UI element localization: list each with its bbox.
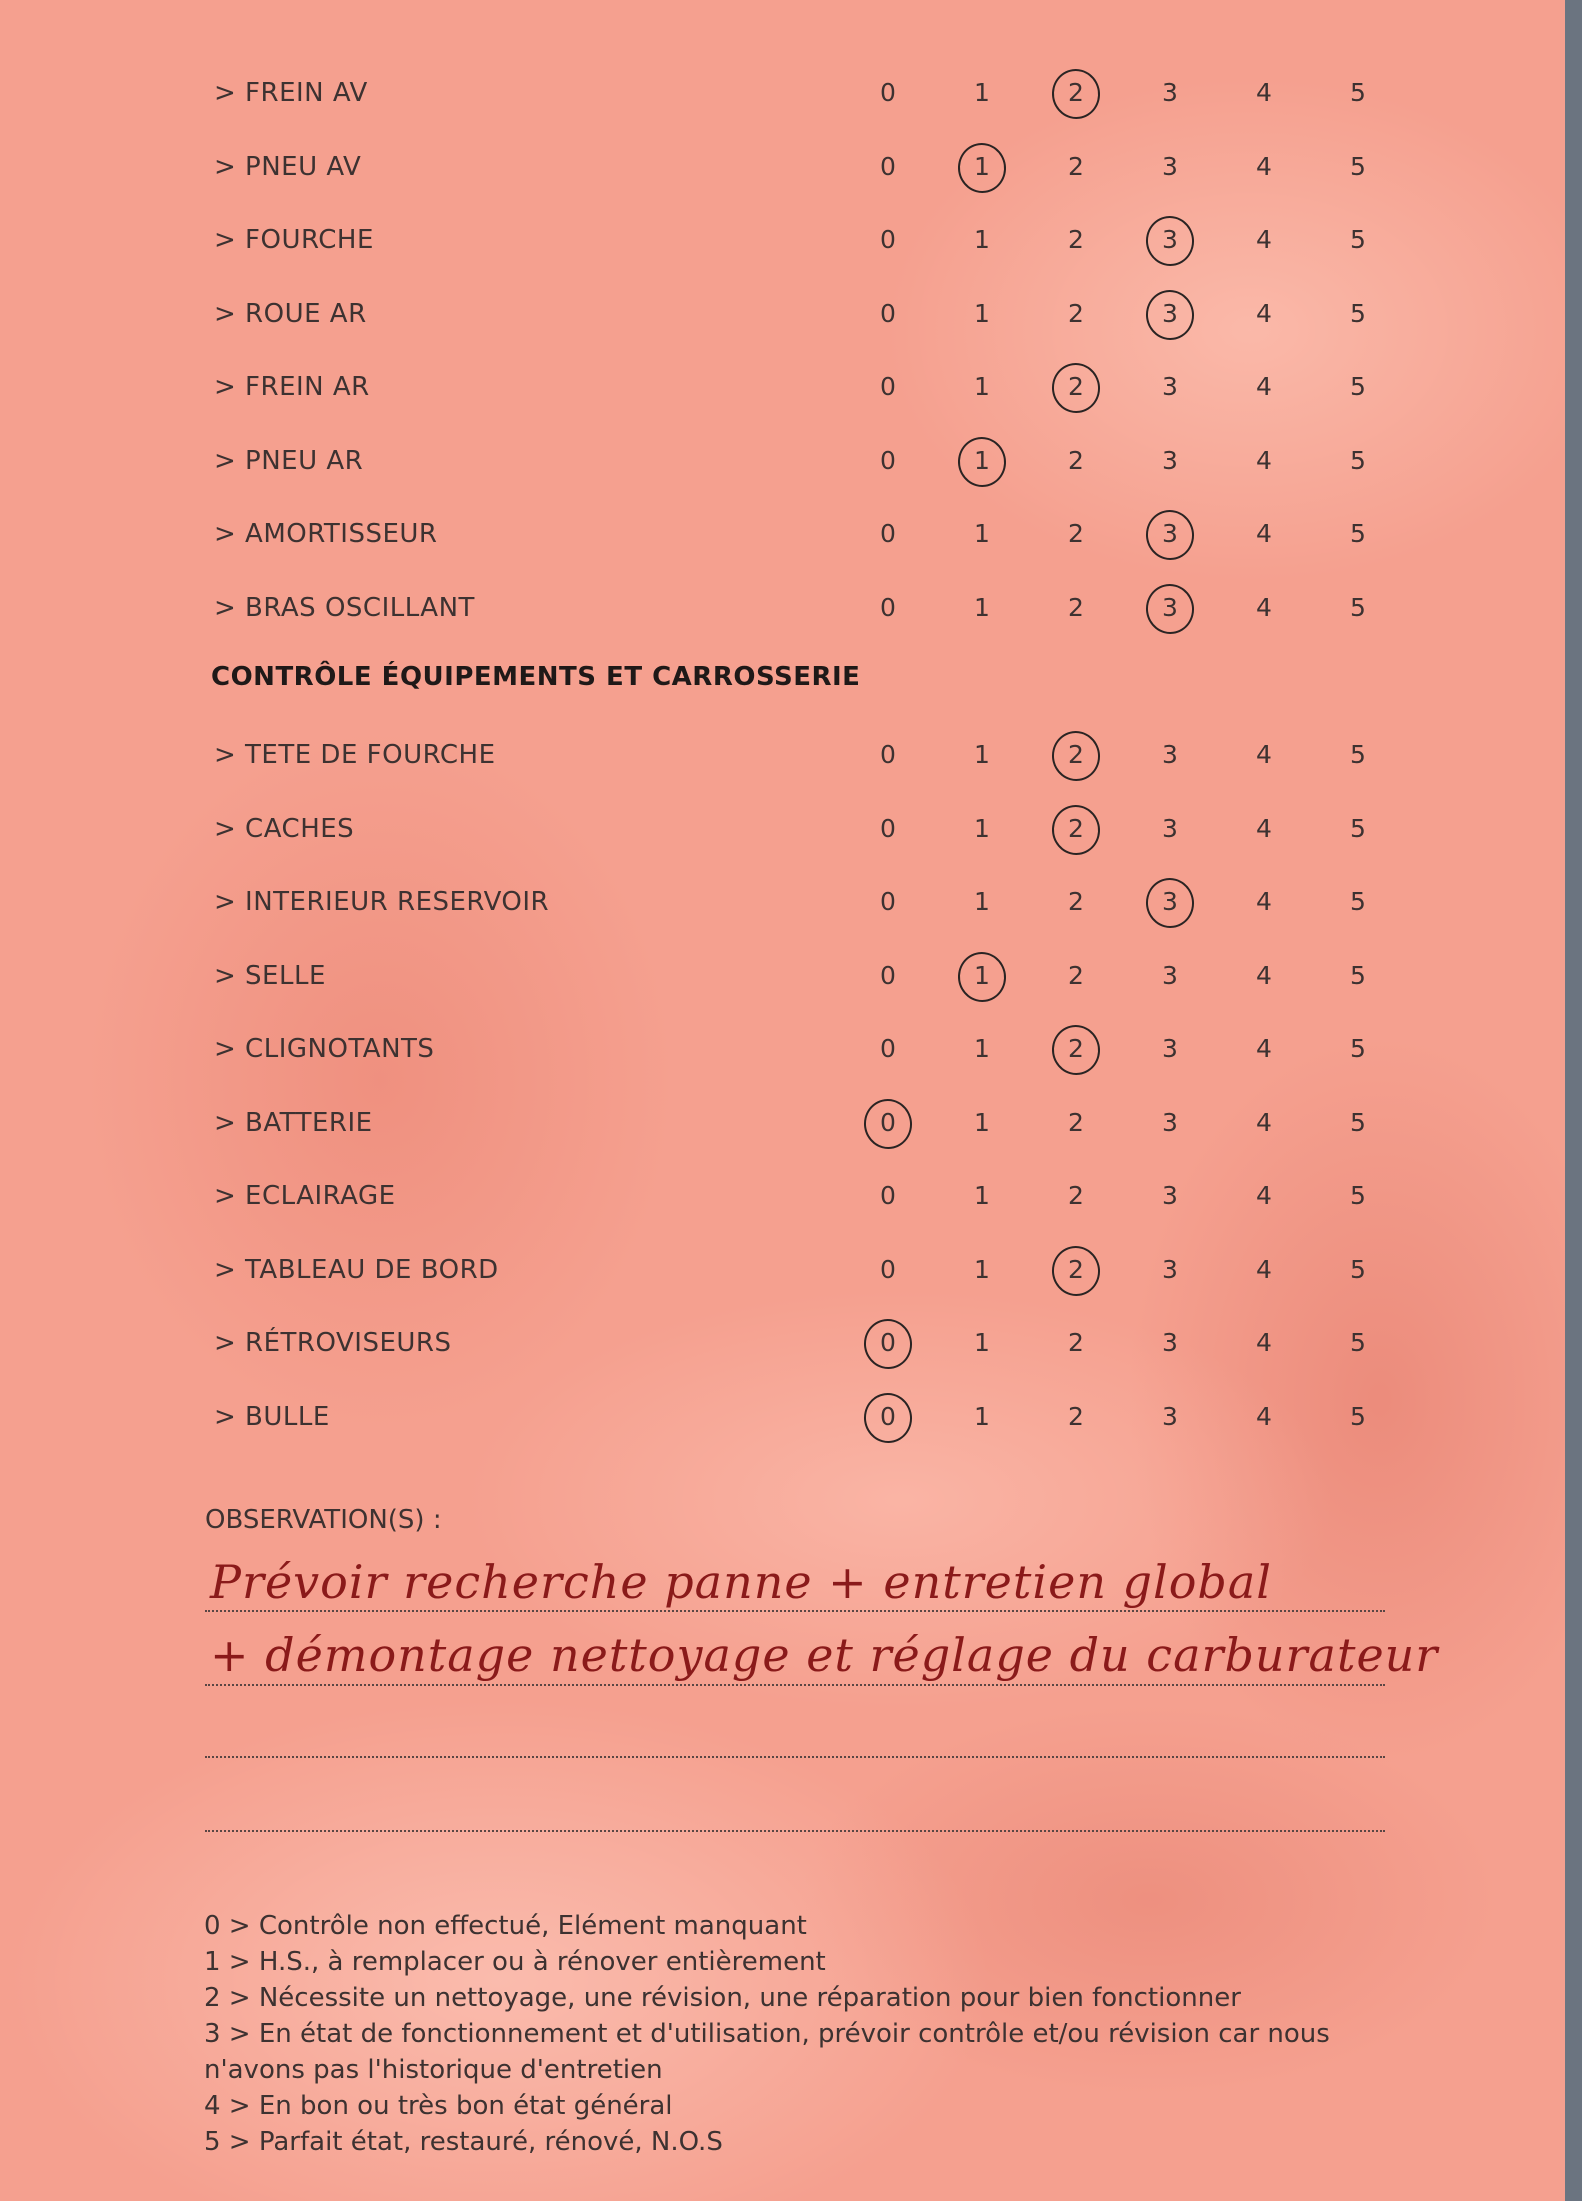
- score-option[interactable]: 4: [1256, 1034, 1272, 1063]
- row-label: > ECLAIRAGE: [214, 1181, 396, 1211]
- observation-line: [205, 1610, 1385, 1612]
- rating-row: [0, 883, 1400, 923]
- score-option[interactable]: 5: [1350, 1254, 1366, 1284]
- rating-row: [0, 1398, 1400, 1438]
- score-option[interactable]: 2: [1068, 592, 1084, 622]
- score-option[interactable]: 3: [1162, 1181, 1178, 1210]
- score-option-selected[interactable]: 0: [868, 1402, 908, 1431]
- score-option[interactable]: 5: [1350, 1328, 1366, 1357]
- score-option[interactable]: 3: [1162, 960, 1178, 990]
- score-option[interactable]: 5: [1350, 1181, 1366, 1210]
- row-label: > BATTERIE: [214, 1107, 373, 1138]
- score-option[interactable]: 3: [1162, 1107, 1178, 1137]
- score-option[interactable]: 2: [1068, 1401, 1084, 1431]
- score-option[interactable]: 4: [1256, 372, 1272, 401]
- score-option-selected[interactable]: 3: [1150, 593, 1190, 622]
- score-option[interactable]: 0: [880, 225, 896, 254]
- score-option[interactable]: 2: [1068, 1107, 1084, 1137]
- observation-handwriting-line: + démontage nettoyage et réglage du carburateur: [210, 1628, 1439, 1682]
- legend-line: 2 > Nécessite un nettoyage, une révision, une réparation pour bien fonctionner: [204, 1983, 1241, 2013]
- score-option[interactable]: 2: [1068, 445, 1084, 475]
- rating-row: [0, 368, 1400, 408]
- row-label: > FOURCHE: [214, 225, 374, 255]
- score-option[interactable]: 1: [974, 1181, 990, 1210]
- score-option[interactable]: 1: [974, 298, 990, 328]
- score-option[interactable]: 1: [974, 1107, 990, 1137]
- score-option-selected[interactable]: 1: [962, 961, 1002, 990]
- legend-line: 4 > En bon ou très bon état général: [204, 2091, 673, 2121]
- rating-row: [0, 589, 1400, 629]
- row-label: > PNEU AR: [214, 445, 364, 476]
- row-label: > INTERIEUR RESERVOIR: [214, 887, 550, 917]
- score-option[interactable]: 4: [1256, 1107, 1272, 1137]
- score-option[interactable]: 0: [880, 519, 896, 548]
- score-option[interactable]: 1: [974, 1034, 990, 1063]
- score-option[interactable]: 5: [1350, 372, 1366, 401]
- score-option[interactable]: 2: [1068, 960, 1084, 990]
- rating-row: [0, 295, 1400, 335]
- rating-row: [0, 1030, 1400, 1070]
- rating-legend: [204, 1908, 1404, 2160]
- score-option[interactable]: 3: [1162, 813, 1178, 843]
- score-option[interactable]: 3: [1162, 1034, 1178, 1063]
- rating-row: [0, 736, 1400, 776]
- score-option[interactable]: 5: [1350, 740, 1366, 769]
- score-option[interactable]: 5: [1350, 298, 1366, 328]
- score-option[interactable]: 0: [880, 1034, 896, 1063]
- score-option-selected[interactable]: 3: [1150, 519, 1190, 548]
- score-option[interactable]: 0: [880, 372, 896, 401]
- legend-line: 0 > Contrôle non effectué, Elément manquant: [204, 1911, 807, 1941]
- score-option[interactable]: 1: [974, 1254, 990, 1284]
- row-label: > RÉTROVISEURS: [214, 1328, 452, 1358]
- score-option[interactable]: 3: [1162, 1401, 1178, 1431]
- score-option[interactable]: 4: [1256, 1328, 1272, 1357]
- rating-row: [0, 957, 1400, 997]
- score-option[interactable]: 4: [1256, 1254, 1272, 1284]
- rating-row: [0, 1177, 1400, 1217]
- score-option-selected[interactable]: 2: [1056, 1034, 1096, 1063]
- score-option[interactable]: 5: [1350, 960, 1366, 990]
- score-option[interactable]: 1: [974, 519, 990, 548]
- score-option[interactable]: 1: [974, 1401, 990, 1431]
- score-option[interactable]: 0: [880, 960, 896, 990]
- score-option[interactable]: 2: [1068, 151, 1084, 181]
- score-option[interactable]: 3: [1162, 1328, 1178, 1357]
- score-option[interactable]: 4: [1256, 78, 1272, 107]
- score-option[interactable]: 0: [880, 887, 896, 916]
- score-option[interactable]: 5: [1350, 445, 1366, 475]
- score-option[interactable]: 2: [1068, 225, 1084, 254]
- legend-line: 5 > Parfait état, restauré, rénové, N.O.S: [204, 2127, 723, 2157]
- score-option[interactable]: 0: [880, 1254, 896, 1284]
- score-option[interactable]: 3: [1162, 740, 1178, 769]
- legend-line: 1 > H.S., à remplacer ou à rénover entièrement: [204, 1947, 826, 1977]
- score-option[interactable]: 1: [974, 740, 990, 769]
- score-option[interactable]: 2: [1068, 519, 1084, 548]
- score-option-selected[interactable]: 0: [868, 1328, 908, 1357]
- score-option[interactable]: 1: [974, 887, 990, 916]
- rating-row: [0, 515, 1400, 555]
- row-label: > CACHES: [214, 813, 355, 844]
- score-option[interactable]: 4: [1256, 1181, 1272, 1210]
- score-option-selected[interactable]: 1: [962, 152, 1002, 181]
- score-option[interactable]: 4: [1256, 813, 1272, 843]
- score-option[interactable]: 5: [1350, 78, 1366, 107]
- score-option[interactable]: 5: [1350, 519, 1366, 548]
- score-option[interactable]: 2: [1068, 887, 1084, 916]
- score-option[interactable]: 4: [1256, 445, 1272, 475]
- score-option[interactable]: 2: [1068, 1181, 1084, 1210]
- score-option[interactable]: 2: [1068, 1328, 1084, 1357]
- score-option-selected[interactable]: 3: [1150, 225, 1190, 254]
- score-option[interactable]: 3: [1162, 78, 1178, 107]
- score-option[interactable]: 4: [1256, 298, 1272, 328]
- rating-row: [0, 442, 1400, 482]
- row-label: > CLIGNOTANTS: [214, 1034, 435, 1064]
- score-option-selected[interactable]: 2: [1056, 372, 1096, 401]
- legend-line: n'avons pas l'historique d'entretien: [204, 2055, 663, 2085]
- score-option[interactable]: 1: [974, 1328, 990, 1357]
- score-option[interactable]: 5: [1350, 1034, 1366, 1063]
- score-option[interactable]: 5: [1350, 813, 1366, 843]
- score-option[interactable]: 0: [880, 298, 896, 328]
- score-option[interactable]: 4: [1256, 151, 1272, 181]
- rating-row: [0, 148, 1400, 188]
- observation-line: [205, 1684, 1385, 1686]
- row-label: > SELLE: [214, 960, 326, 991]
- score-option[interactable]: 0: [880, 592, 896, 622]
- score-option[interactable]: 4: [1256, 225, 1272, 254]
- score-option[interactable]: 0: [880, 740, 896, 769]
- score-option[interactable]: 1: [974, 813, 990, 843]
- score-option[interactable]: 5: [1350, 887, 1366, 916]
- score-option-selected[interactable]: 2: [1056, 740, 1096, 769]
- score-option-selected[interactable]: 2: [1056, 78, 1096, 107]
- score-option[interactable]: 5: [1350, 151, 1366, 181]
- score-option-selected[interactable]: 1: [962, 446, 1002, 475]
- section-title-equipment: CONTRÔLE ÉQUIPEMENTS ET CARROSSERIE: [211, 662, 861, 692]
- rating-row: [0, 1324, 1400, 1364]
- score-option-selected[interactable]: 3: [1150, 887, 1190, 916]
- score-option[interactable]: 4: [1256, 519, 1272, 548]
- row-label: > PNEU AV: [214, 151, 362, 182]
- rating-row: [0, 1251, 1400, 1291]
- score-option[interactable]: 4: [1256, 960, 1272, 990]
- legend-line: 3 > En état de fonctionnement et d'utilisation, prévoir contrôle et/ou révision car nous: [204, 2019, 1330, 2049]
- observation-line: [205, 1830, 1385, 1832]
- score-option[interactable]: 3: [1162, 151, 1178, 181]
- rating-row: [0, 810, 1400, 850]
- observations-label: OBSERVATION(S) :: [205, 1505, 442, 1535]
- score-option[interactable]: 3: [1162, 1254, 1178, 1284]
- row-label: > BRAS OSCILLANT: [214, 592, 475, 623]
- score-option[interactable]: 5: [1350, 592, 1366, 622]
- score-option[interactable]: 3: [1162, 372, 1178, 401]
- row-label: > TETE DE FOURCHE: [214, 740, 496, 770]
- rating-row: [0, 221, 1400, 261]
- score-option[interactable]: 5: [1350, 1401, 1366, 1431]
- row-label: > FREIN AV: [214, 78, 368, 108]
- score-option[interactable]: 1: [974, 372, 990, 401]
- rating-row: [0, 74, 1400, 114]
- score-option[interactable]: 1: [974, 225, 990, 254]
- score-option[interactable]: 4: [1256, 1401, 1272, 1431]
- row-label: > FREIN AR: [214, 372, 370, 402]
- score-option-selected[interactable]: 3: [1150, 299, 1190, 328]
- score-option-selected[interactable]: 2: [1056, 1255, 1096, 1284]
- row-label: > ROUE AR: [214, 298, 367, 329]
- score-option[interactable]: 0: [880, 445, 896, 475]
- score-option[interactable]: 1: [974, 592, 990, 622]
- rating-row: [0, 1104, 1400, 1144]
- row-label: > BULLE: [214, 1401, 330, 1432]
- score-option[interactable]: 5: [1350, 225, 1366, 254]
- score-option-selected[interactable]: 2: [1056, 814, 1096, 843]
- score-option[interactable]: 2: [1068, 298, 1084, 328]
- score-option[interactable]: 0: [880, 78, 896, 107]
- observation-handwriting-line: Prévoir recherche panne + entretien global: [210, 1555, 1272, 1609]
- score-option[interactable]: 0: [880, 1181, 896, 1210]
- score-option-selected[interactable]: 0: [868, 1108, 908, 1137]
- score-option[interactable]: 4: [1256, 740, 1272, 769]
- score-option[interactable]: 3: [1162, 445, 1178, 475]
- row-label: > AMORTISSEUR: [214, 519, 438, 549]
- score-option[interactable]: 0: [880, 151, 896, 181]
- score-option[interactable]: 5: [1350, 1107, 1366, 1137]
- score-option[interactable]: 4: [1256, 592, 1272, 622]
- score-option[interactable]: 1: [974, 78, 990, 107]
- score-option[interactable]: 0: [880, 813, 896, 843]
- score-option[interactable]: 4: [1256, 887, 1272, 916]
- row-label: > TABLEAU DE BORD: [214, 1254, 499, 1285]
- observation-line: [205, 1756, 1385, 1758]
